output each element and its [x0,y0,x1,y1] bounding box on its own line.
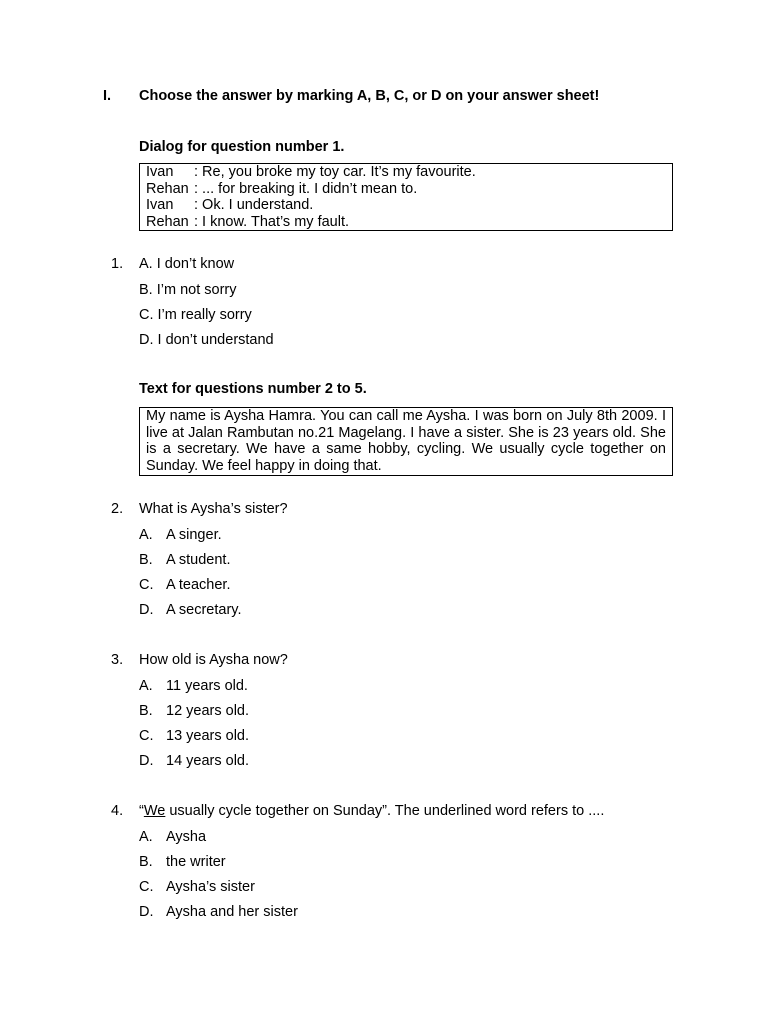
section-instruction: Choose the answer by marking A, B, C, or D on your answer sheet! [139,88,600,104]
dialog-text: : ... for breaking it. I didn’t mean to. [194,180,418,197]
option-a[interactable] [139,678,248,694]
option-text: 14 years old. [166,753,250,769]
option-d[interactable] [139,753,249,769]
open-quote: “ [139,803,144,819]
option-c[interactable] [139,879,255,895]
option-text: A secretary. [166,602,242,618]
question-number: 1. [111,256,124,272]
dialog-heading: Dialog for question number 1. [139,139,345,155]
option-a[interactable] [139,527,222,543]
dialog-box [139,163,673,231]
option-text: Aysha and her sister [166,904,298,920]
dialog-speaker: Rehan [146,180,189,197]
option-a[interactable]: A. I don’t know [139,256,235,272]
option-a[interactable] [139,829,206,845]
underlined-word: We [143,803,166,819]
option-letter: A. [139,527,153,543]
reading-paragraph: My name is Aysha Hamra. You can call me Aysha. I was born on July 8th 2009. I live at Jalan Rambutan no.21 Magelang. I have a sister. She is 23 years old. She is a secretary. We have a same hobby, cycling. We usually cycle together on Sunday. We feel happy in doing that. [146,408,666,474]
option-b[interactable] [139,703,249,719]
dialog-text: : Re, you broke my toy car. It’s my favourite. [194,164,476,180]
option-d[interactable] [139,602,241,618]
option-letter: B. [139,854,153,870]
option-letter: C. [139,577,154,593]
dialog-line [146,164,666,181]
option-letter: C. [139,879,154,895]
option-b[interactable] [139,854,226,870]
option-letter: D. [139,602,154,618]
dialog-text: : Ok. I understand. [194,197,314,213]
option-letter: B. [139,703,153,719]
dialog-line [146,214,666,231]
option-text: A teacher. [166,577,231,593]
option-letter: C. [139,728,154,744]
option-d[interactable]: D. I don’t understand [139,332,274,348]
text-heading: Text for questions number 2 to 5. [139,381,367,397]
option-letter: A. [139,829,153,845]
option-text: Aysha [166,829,207,845]
option-b[interactable]: B. I’m not sorry [139,282,237,298]
dialog-text: : I know. That’s my fault. [194,213,350,230]
option-text: A student. [166,552,231,568]
option-text: 11 years old. [166,678,248,694]
option-text: 12 years old. [166,703,250,719]
question-text: What is Aysha’s sister? [139,501,288,517]
option-c[interactable] [139,577,231,593]
reading-text-box [139,407,673,476]
option-text: the writer [166,854,226,870]
option-c[interactable]: C. I’m really sorry [139,307,252,323]
option-text: Aysha’s sister [166,879,255,895]
option-text: 13 years old. [166,728,250,744]
question-number: 2. [111,501,124,517]
dialog-speaker: Ivan [146,164,174,180]
question-text [139,803,604,819]
question-rest: usually cycle together on Sunday”. The underlined word refers to .... [165,803,605,819]
option-letter: B. [139,552,153,568]
section-number: I. [103,88,112,104]
dialog-line [146,181,666,198]
question-text: How old is Aysha now? [139,652,288,668]
option-d[interactable] [139,904,298,920]
option-text: A singer. [166,527,222,543]
option-letter: D. [139,753,154,769]
question-number: 4. [111,803,124,819]
dialog-speaker: Rehan [146,213,189,230]
option-b[interactable] [139,552,231,568]
dialog-speaker: Ivan [146,197,174,213]
dialog-line [146,197,666,214]
option-letter: A. [139,678,153,694]
question-number: 3. [111,652,124,668]
option-c[interactable] [139,728,249,744]
option-letter: D. [139,904,154,920]
